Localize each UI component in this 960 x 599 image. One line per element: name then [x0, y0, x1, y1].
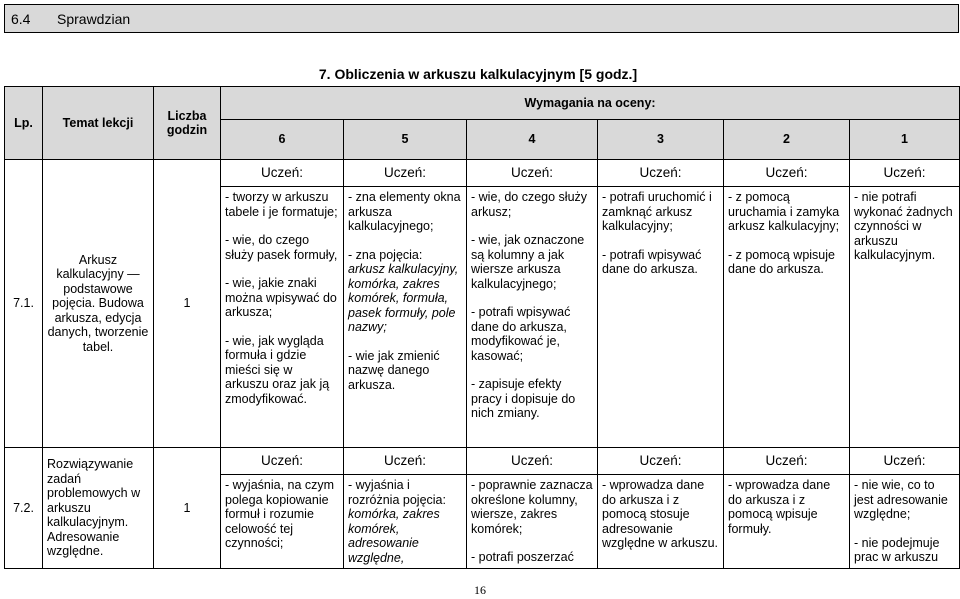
section-header	[4, 4, 959, 33]
req-item: - zapisuje efekty pracy i dopisuje do nich zmiany.	[471, 377, 576, 420]
chapter-title-text: 7. Obliczenia w arkuszu kalkulacyjnym [5 godz.]	[318, 66, 638, 82]
grade-4: 4	[467, 120, 598, 160]
req-cell-3	[598, 187, 724, 448]
req-cell-2	[724, 187, 850, 448]
header-hours: Liczba godzin	[154, 87, 221, 160]
uczen-label: Uczeń:	[221, 160, 344, 187]
req-item: - wie jak zmienić nazwę danego arkusza.	[348, 348, 440, 392]
header-requirements: Wymagania na oceny:	[221, 87, 960, 120]
req-item	[348, 248, 462, 335]
req-cell-6	[221, 187, 344, 448]
header-lp: Lp.	[5, 87, 43, 160]
req-item: - potrafi poszerzać	[471, 550, 574, 564]
req-item: - wie, do czego służy arkusz;	[471, 190, 588, 219]
uczen-label: Uczeń:	[850, 448, 960, 475]
req-cell-6	[221, 475, 344, 569]
req-cell-4	[467, 187, 598, 448]
section-title: Sprawdzian	[57, 11, 131, 27]
req-item-plain: - wyjaśnia i rozróżnia pojęcia:	[348, 478, 446, 507]
section-number: 6.4	[11, 11, 31, 27]
req-item: - wie, jak wygląda formuła i gdzie mieści się w arkuszu oraz jak ją zmodyfikować.	[225, 333, 330, 406]
req-item-terms: komórka, zakres komórek, adresowanie względne,	[348, 507, 440, 565]
page-number: 16	[474, 583, 486, 597]
req-item: - z pomocą uruchamia i zamyka arkusz kalkulacyjny;	[728, 190, 840, 233]
uczen-label: Uczeń:	[467, 160, 598, 187]
req-item: - potrafi wpisywać dane do arkusza, modyfikować je, kasować;	[471, 305, 571, 363]
row-hours: 1	[154, 160, 221, 448]
row-topic: Rozwiązywanie zadań problemowych w arkuszu kalkulacyjnym. Adresowanie względne.	[43, 448, 154, 569]
req-item: - z pomocą wpisuje dane do arkusza.	[728, 247, 835, 276]
chapter-title	[0, 66, 960, 82]
uczen-label: Uczeń:	[724, 160, 850, 187]
uczen-label: Uczeń:	[344, 448, 467, 475]
req-item: - potrafi uruchomić i zamknąć arkusz kalkulacyjny;	[602, 190, 712, 233]
req-cell-2	[724, 475, 850, 569]
req-cell-1	[850, 187, 960, 448]
grade-2: 2	[724, 120, 850, 160]
req-item: - wie, jak oznaczone są kolumny a jak wiersze arkusza kalkulacyjnego;	[471, 233, 585, 291]
req-item: - tworzy w arkuszu tabele i je formatuje;	[225, 190, 338, 219]
req-item: - wyjaśnia, na czym polega kopiowanie formuł i rozumie celowość tej czynności;	[225, 478, 335, 550]
row-hours: 1	[154, 448, 221, 569]
grade-5: 5	[344, 120, 467, 160]
req-item: - poprawnie zaznacza określone kolumny, wiersze, zakres komórek;	[471, 478, 593, 536]
row-lp: 7.2.	[5, 448, 43, 569]
req-cell-5	[344, 475, 467, 569]
req-item: - wie, do czego służy pasek formuły,	[225, 233, 338, 262]
req-cell-1	[850, 475, 960, 569]
req-item: - wie, jakie znaki można wpisywać do arkusza;	[225, 276, 337, 319]
req-item: - nie potrafi wykonać żadnych czynności w arkuszu kalkulacyjnym.	[854, 190, 953, 262]
req-item	[348, 478, 462, 565]
req-item: - nie wie, co to jest adresowanie względne;	[854, 478, 948, 521]
uczen-label: Uczeń:	[598, 448, 724, 475]
uczen-label: Uczeń:	[598, 160, 724, 187]
grade-1: 1	[850, 120, 960, 160]
req-item: - zna elementy okna arkusza kalkulacyjnego;	[348, 190, 461, 233]
req-item-plain: - zna pojęcia:	[348, 247, 423, 262]
req-item: - wprowadza dane do arkusza i z pomocą stosuje adresowanie względne w arkuszu.	[602, 478, 719, 550]
grade-6: 6	[221, 120, 344, 160]
req-cell-4	[467, 475, 598, 569]
req-item-terms: arkusz kalkulacyjny, komórka, zakres komórek, formuła, pasek formuły, pole nazwy;	[348, 262, 459, 334]
uczen-label: Uczeń:	[467, 448, 598, 475]
header-topic: Temat lekcji	[43, 87, 154, 160]
req-cell-5	[344, 187, 467, 448]
uczen-label: Uczeń:	[221, 448, 344, 475]
req-cell-3	[598, 475, 724, 569]
uczen-label: Uczeń:	[850, 160, 960, 187]
req-item: - wprowadza dane do arkusza i z pomocą wpisuje formuły.	[728, 478, 831, 536]
uczen-label: Uczeń:	[344, 160, 467, 187]
row-lp: 7.1.	[5, 160, 43, 448]
req-item: - potrafi wpisywać dane do arkusza.	[602, 247, 702, 276]
uczen-label: Uczeń:	[724, 448, 850, 475]
req-item: - nie podejmuje prac w arkuszu	[854, 535, 940, 564]
grade-3: 3	[598, 120, 724, 160]
row-topic: Arkusz kalkulacyjny — podstawowe pojęcia. Budowa arkusza, edycja danych, tworzenie tabel.	[43, 160, 154, 448]
requirements-table	[4, 86, 960, 569]
